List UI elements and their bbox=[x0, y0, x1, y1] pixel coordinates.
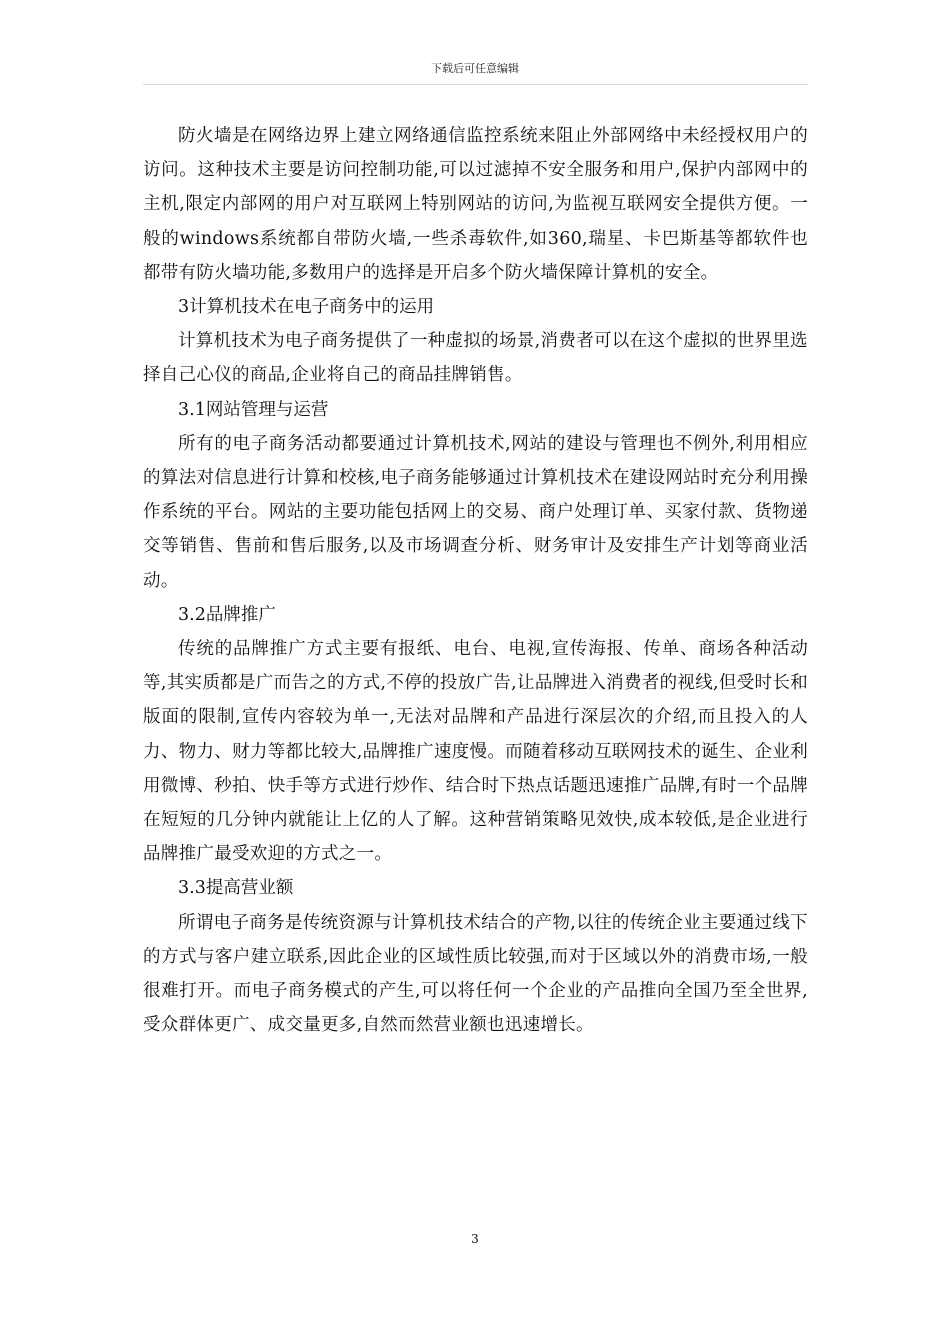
page-number: 3 bbox=[471, 1232, 479, 1246]
paragraph-website-management: 所有的电子商务活动都要通过计算机技术,网站的建设与管理也不例外,利用相应的算法对信息进行计算和校核,电子商务能够通过计算机技术在建设网站时充分利用操作系统的平台。网站的主要功能包括网上的交易、商户处理订单、买家付款、货物递交等销售、售前和售后服务,以及市场调查分析、财务审计及安排生产计划等商业活动。 bbox=[143, 433, 808, 591]
section-heading-3-1: 3.1网站管理与运营 bbox=[178, 399, 329, 420]
paragraph-revenue: 所谓电子商务是传统资源与计算机技术结合的产物,以往的传统企业主要通过线下的方式与客户建立联系,因此企业的区域性质比较强,而对于区域以外的消费市场,一般很难打开。而电子商务模式的产生,可以将任何一个企业的产品推向全国乃至全世界,受众群体更广、成交量更多,自然而然营业额也迅速增长。 bbox=[143, 912, 808, 1036]
page-header: 下载后可任意编辑 bbox=[431, 62, 519, 75]
section-heading-3: 3计算机技术在电子商务中的运用 bbox=[178, 297, 435, 318]
paragraph-brand-promotion: 传统的品牌推广方式主要有报纸、电台、电视,宣传海报、传单、商场各种活动等,其实质都是广而告之的方式,不停的投放广告,让品牌进入消费者的视线,但受时长和版面的限制,宣传内容较为单一,无法对品牌和产品进行深层次的介绍,而且投入的人力、物力、财力等都比较大,品牌推广速度慢。而随着移动互联网技术的诞生、企业利用微博、秒拍、快手等方式进行炒作、结合时下热点话题迅速推广品牌,有时一个品牌在短短的几分钟内就能让上亿的人了解。这种营销策略见效快,成本较低,是企业进行品牌推广最受欢迎的方式之一。 bbox=[143, 639, 808, 865]
header-divider bbox=[143, 84, 808, 85]
document-body bbox=[143, 119, 808, 1042]
section-heading-3-2: 3.2品牌推广 bbox=[178, 604, 276, 625]
paragraph-intro: 计算机技术为电子商务提供了一种虚拟的场景,消费者可以在这个虚拟的世界里选择自己心仪的商品,企业将自己的商品挂牌销售。 bbox=[143, 331, 808, 386]
section-heading-3-3: 3.3提高营业额 bbox=[178, 878, 294, 899]
paragraph-firewall: 防火墙是在网络边界上建立网络通信监控系统来阻止外部网络中未经授权用户的访问。这种技术主要是访问控制功能,可以过滤掉不安全服务和用户,保护内部网中的主机,限定内部网的用户对互联网上特别网站的访问,为监视互联网安全提供方便。一般的windows系统都自带防火墙,一些杀毒软件,如360,瑞星、卡巴斯基等都软件也都带有防火墙功能,多数用户的选择是开启多个防火墙保障计算机的安全。 bbox=[143, 126, 808, 283]
